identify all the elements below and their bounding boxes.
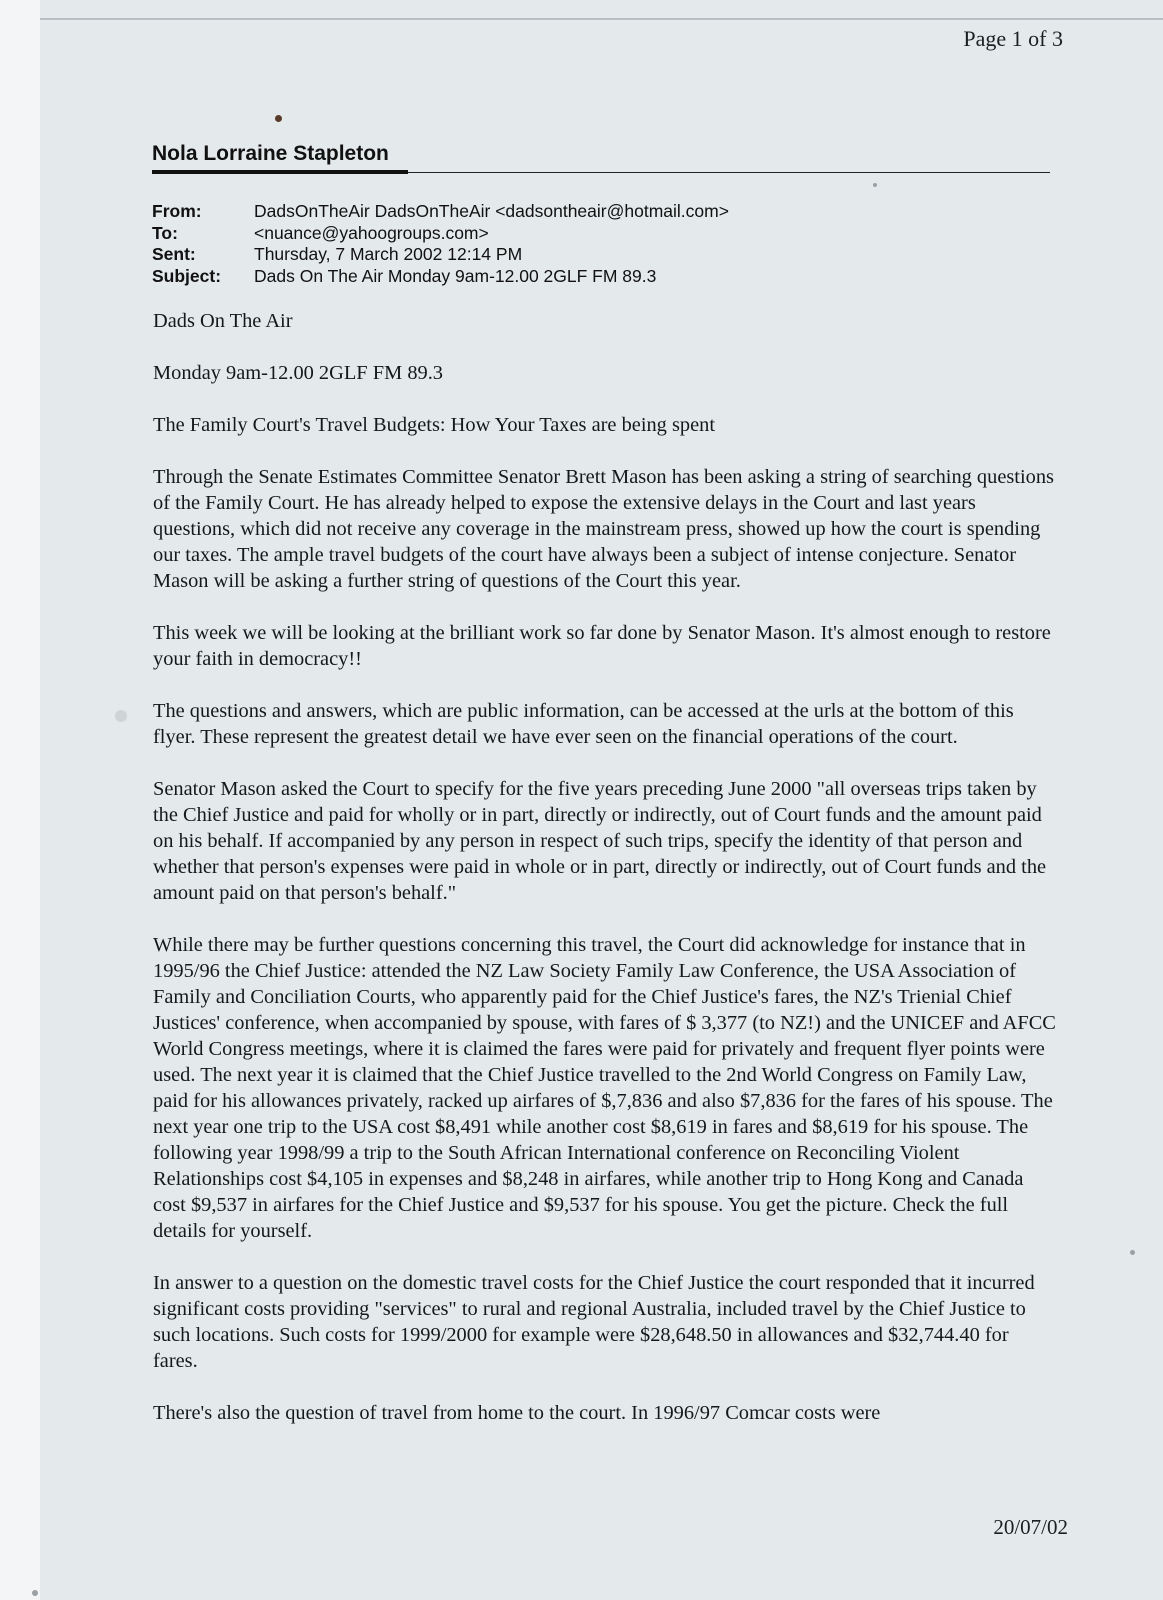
scan-top-edge	[40, 18, 1163, 20]
body-paragraph: This week we will be looking at the brilliant work so far done by Senator Mason. It's almost enough to restore your faith in democracy!!	[153, 622, 1051, 670]
subject-value: Dads On The Air Monday 9am-12.00 2GLF FM 89.3	[254, 265, 657, 286]
scan-left-margin	[0, 0, 40, 1600]
body-paragraph: The Family Court's Travel Budgets: How Your Taxes are being spent	[153, 414, 716, 436]
from-value: DadsOnTheAir DadsOnTheAir <dadsontheair@hotmail.com>	[254, 201, 729, 221]
from-label: From:	[152, 201, 202, 221]
body-paragraph: Through the Senate Estimates Committee Senator Brett Mason has been asking a string of searching questions of the Family Court. He has already helped to expose the extensive delays in the Court and last years questions, which did not receive any coverage in the mainstream press, showed up how the court is spending our taxes. The ample travel budgets of the court have always been a subject of intense conjecture. Senator Mason will be asking a further string of questions of the Court this year.	[153, 466, 1054, 592]
sent-label: Sent:	[152, 244, 196, 264]
scan-speck	[32, 1590, 38, 1596]
body-paragraph: In answer to a question on the domestic travel costs for the Chief Justice the court responded that it incurred significant costs providing "services" to rural and regional Australia, included travel by the Chief Justice to such locations. Such costs for 1999/2000 for example were $28,648.50 in allowances and $32,744.40 for fares.	[153, 1272, 1035, 1372]
page-number: Page 1 of 3	[963, 26, 1063, 51]
email-body	[153, 308, 1058, 1452]
meta-from-row	[152, 201, 729, 223]
scan-speck	[115, 710, 127, 722]
email-meta	[152, 201, 729, 287]
sent-value: Thursday, 7 March 2002 12:14 PM	[254, 244, 523, 264]
to-label: To:	[152, 222, 178, 243]
meta-sent-row	[152, 244, 729, 266]
header-rule-underline	[152, 170, 408, 174]
subject-label: Subject:	[152, 265, 222, 286]
body-paragraph: The questions and answers, which are public information, can be accessed at the urls at the bottom of this flyer. These represent the greatest detail we have ever seen on the financial operations of the court.	[153, 700, 1014, 748]
body-paragraph: Senator Mason asked the Court to specify for the five years preceding June 2000 "all overseas trips taken by the Chief Justice and paid for wholly or in part, directly or indirectly, out of Court funds and the amount paid on his behalf. If accompanied by any person in respect of such trips, specify the identity of that person and whether that person's expenses were paid in whole or in part, directly or indirectly, out of Court funds and the amount paid on that person's behalf."	[153, 778, 1047, 904]
scan-speck	[873, 183, 877, 187]
to-value: <nuance@yahoogroups.com>	[254, 222, 489, 243]
header-name: Nola Lorraine Stapleton	[152, 142, 389, 165]
body-paragraph: While there may be further questions concerning this travel, the Court did acknowledge for instance that in 1995/96 the Chief Justice: attended the NZ Law Society Family Law Conference, the USA Association of Family and Conciliation Courts, who apparently paid for the Chief Justice's fares, the NZ's Trienial Chief Justices' conference, when accompanied by spouse, with fares of $ 3,377 (to NZ!) and the UNICEF and AFCC World Congress meetings, where it is claimed the fares were paid for privately and frequent flyer points were used. The next year it is claimed that the Chief Justice travelled to the 2nd World Congress on Family Law, paid for his allowances privately, racked up airfares of $,7,836 and also $7,836 for the fares of his spouse. The next year one trip to the USA cost $8,491 while another cost $8,619 in fares and $8,619 for his spouse. The following year 1998/99 a trip to the South African International conference on Reconciling Violent Relationships cost $4,105 in expenses and $8,248 in airfares, while another trip to Hong Kong and Canada cost $9,537 in airfares for the Chief Justice and $9,537 for his spouse. You get the picture. Check the full details for yourself.	[153, 934, 1056, 1242]
body-paragraph: Monday 9am-12.00 2GLF FM 89.3	[153, 362, 443, 384]
footer-date: 20/07/02	[993, 1515, 1068, 1539]
meta-to-row	[152, 223, 729, 245]
ink-dot	[275, 115, 282, 122]
meta-subject-row	[152, 266, 729, 288]
body-paragraph: Dads On The Air	[153, 310, 293, 332]
body-paragraph: There's also the question of travel from home to the court. In 1996/97 Comcar costs were	[153, 1402, 881, 1424]
scan-speck	[1130, 1250, 1135, 1255]
